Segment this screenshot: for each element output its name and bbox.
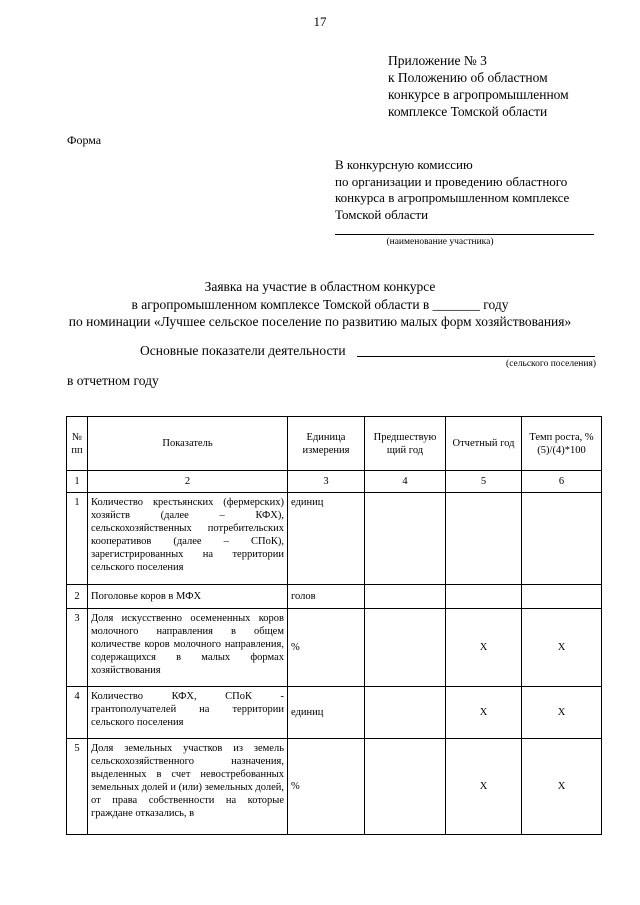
commission-addressee — [335, 157, 569, 223]
heading-line-2: в агропромышленном комплексе Томской области в _______ году — [131, 296, 509, 312]
row-reporting-value: X — [446, 739, 522, 835]
header-growth-rate: Темп роста, % (5)/(4)*100 — [522, 417, 602, 471]
table-row — [67, 739, 602, 835]
row-previous-value — [365, 609, 446, 687]
commission-line-4: Томской области — [335, 206, 429, 222]
row-reporting-value — [446, 493, 522, 585]
row-growth-value: X — [522, 687, 602, 739]
header-unit: Единица измерения — [288, 417, 365, 471]
table-row — [67, 609, 602, 687]
row-num: 2 — [67, 585, 88, 609]
row-growth-value: X — [522, 739, 602, 835]
row-indicator: Количество КФХ, СПоК - грантополучателей на территории сельского поселения — [88, 687, 288, 739]
appendix-line-2: к Положению об областном — [388, 70, 548, 85]
appendix-line-1: Приложение № 3 — [388, 53, 487, 68]
table-row — [67, 493, 602, 585]
participant-note: (наименование участника) — [386, 237, 494, 247]
row-growth-value: X — [522, 609, 602, 687]
col-number: 3 — [288, 471, 365, 493]
appendix-line-4: комплексе Томской области — [388, 104, 548, 119]
table-column-numbers-row — [67, 471, 602, 493]
reporting-year-label: в отчетном году — [67, 373, 159, 388]
appendix-line-3: конкурсе в агропромышленном — [388, 87, 569, 102]
row-unit: единиц — [288, 687, 365, 739]
table-row — [67, 585, 602, 609]
col-number: 1 — [67, 471, 88, 493]
table-header-row — [67, 417, 602, 471]
indicators-label: Основные показатели деятельности — [140, 343, 346, 358]
col-number: 2 — [88, 471, 288, 493]
header-previous-year: Предшествую щий год — [365, 417, 446, 471]
row-previous-value — [365, 739, 446, 835]
heading-line-1: Заявка на участие в областном конкурсе — [204, 279, 436, 294]
row-unit: голов — [288, 585, 365, 609]
row-num: 1 — [67, 493, 88, 585]
participant-name-line — [335, 234, 594, 235]
row-num: 4 — [67, 687, 88, 739]
heading-line-3: по номинации «Лучшее сельское поселение по развитию малых форм хозяйствования» — [68, 314, 572, 329]
row-unit: % — [288, 739, 365, 835]
row-reporting-value: X — [446, 609, 522, 687]
row-growth-value — [522, 493, 602, 585]
form-label: Форма — [67, 133, 102, 147]
settlement-note: (сельского поселения) — [506, 359, 596, 369]
row-indicator: Поголовье коров в МФХ — [88, 585, 288, 609]
commission-line-2: по организации и проведению областного — [335, 173, 568, 189]
settlement-name-line — [357, 356, 595, 357]
page-number: 17 — [313, 14, 327, 29]
row-indicator: Доля земельных участков из земель сельскохозяйственного назначения, выделенных в счет невостребованных земельных долей и (или) земельных долей, от права собственности на которые граждане отказались, в — [88, 739, 288, 835]
col-number: 5 — [446, 471, 522, 493]
header-indicator: Показатель — [88, 417, 288, 471]
row-unit: % — [288, 609, 365, 687]
col-number: 6 — [522, 471, 602, 493]
application-heading — [0, 278, 640, 331]
row-reporting-value: X — [446, 687, 522, 739]
row-reporting-value — [446, 585, 522, 609]
row-num: 5 — [67, 739, 88, 835]
header-num: № пп — [67, 417, 88, 471]
table-row — [67, 687, 602, 739]
row-previous-value — [365, 585, 446, 609]
row-growth-value — [522, 585, 602, 609]
row-previous-value — [365, 493, 446, 585]
col-number: 4 — [365, 471, 446, 493]
commission-line-1: В конкурсную комиссию — [335, 157, 473, 172]
commission-line-3: конкурса в агропромышленном комплексе — [335, 190, 570, 205]
row-indicator: Количество крестьянских (фермерских) хозяйств (далее – КФХ), сельскохозяйственных потребительских кооперативов (далее – СПоК), зарегистрированных на территории сельского поселения — [88, 493, 288, 585]
header-reporting-year: Отчетный год — [446, 417, 522, 471]
row-num: 3 — [67, 609, 88, 687]
row-unit: единиц — [288, 493, 365, 585]
row-indicator: Доля искусственно осемененных коров молочного направления в общем количестве коров молочного направления, содержащихся в малых формах хозяйствования — [88, 609, 288, 687]
indicators-table — [66, 416, 602, 835]
row-previous-value — [365, 687, 446, 739]
appendix-block — [388, 52, 569, 120]
